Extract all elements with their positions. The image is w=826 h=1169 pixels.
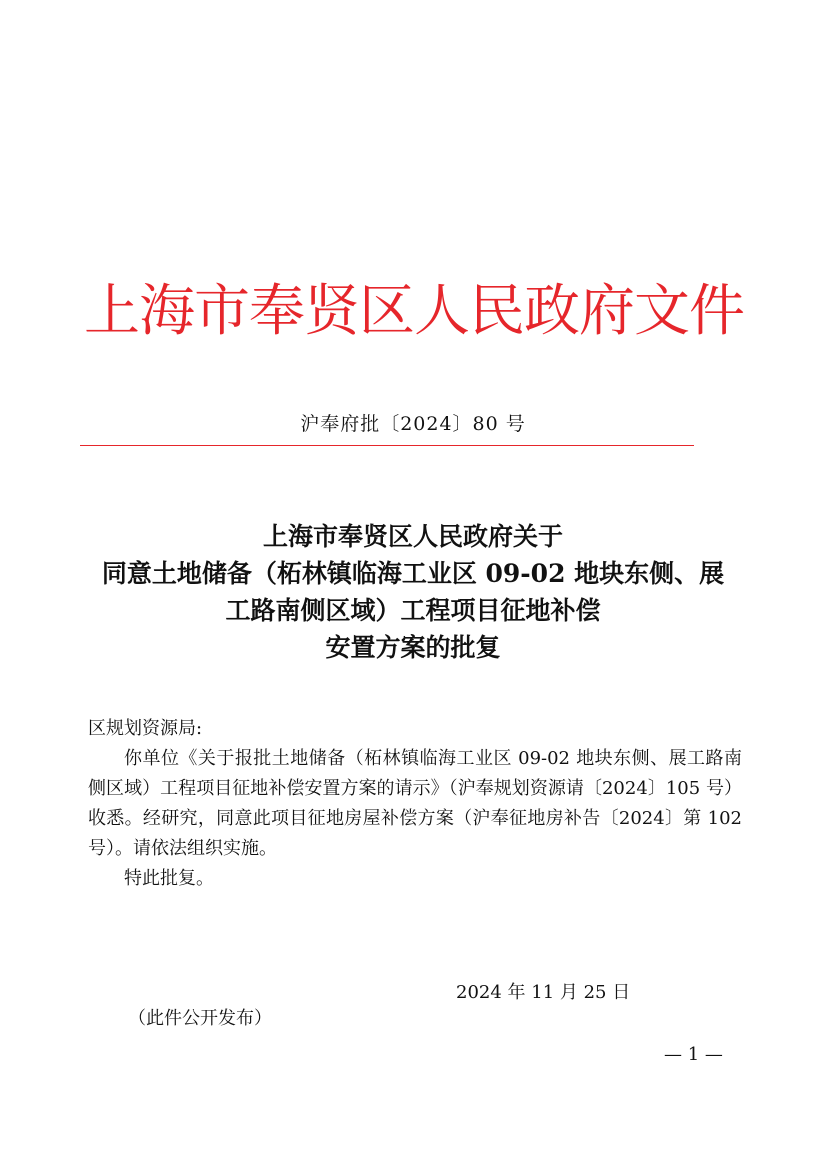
body-paragraph: 你单位《关于报批土地储备（柘林镇临海工业区 09-02 地块东侧、展工路南侧区域）工程项目征地补偿安置方案的请示》（沪奉规划资源请〔2024〕105 号）收悉。经研究，同意此项目征地房屋补偿方案（沪奉征地房补告〔2024〕第 102 号）。请依法组织实施。 — [88, 748, 742, 859]
document-title-line: 上海市奉贤区人民政府关于 — [262, 522, 563, 551]
page-number: — 1 — — [664, 1044, 723, 1065]
document-header-title: 上海市奉贤区人民政府文件 — [84, 279, 744, 344]
recipient: 区规划资源局: — [88, 718, 203, 739]
publish-note: （此件公开发布） — [128, 1008, 272, 1029]
document-body — [88, 714, 742, 894]
closing-paragraph: 特此批复。 — [124, 868, 214, 889]
document-title-line: 工路南侧区域）工程项目征地补偿 — [225, 596, 601, 625]
document-number: 沪奉府批〔2024〕80 号 — [300, 413, 526, 435]
signature-date: 2024 年 11 月 25 日 — [456, 982, 631, 1003]
red-divider-line — [80, 445, 694, 446]
document-title-line: 安置方案的批复 — [325, 633, 501, 662]
document-title — [60, 518, 766, 666]
document-title-line: 同意土地储备（柘林镇临海工业区 09-02 地块东侧、展 — [101, 559, 725, 588]
